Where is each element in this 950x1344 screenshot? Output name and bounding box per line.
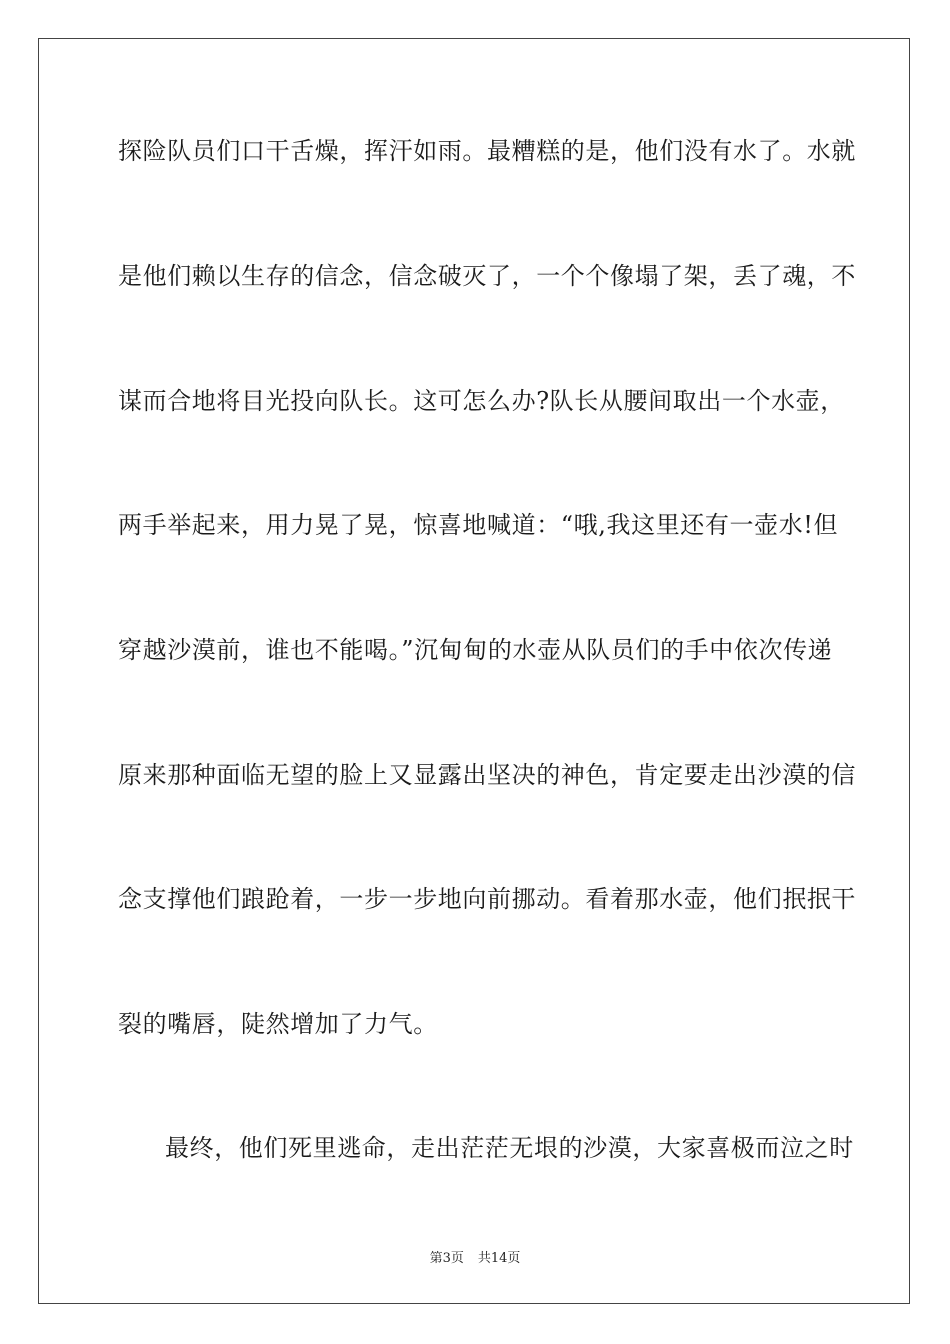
- text-line: 两手举起来，用力晃了晃，惊喜地喊道：“哦,我这里还有一壶水!但: [118, 511, 839, 539]
- page-border: [38, 38, 910, 1304]
- page-number: 第3页: [429, 1251, 464, 1266]
- text-line: 原来那种面临无望的脸上又显露出坚决的神色，肯定要走出沙漠的信: [118, 761, 856, 789]
- text-line: 探险队员们口干舌燥，挥汗如雨。最糟糕的是，他们没有水了。水就: [118, 137, 856, 165]
- page-footer: [0, 1247, 950, 1266]
- total-pages: 共14页: [477, 1251, 521, 1266]
- paragraph-first-line: 最终，他们死里逃命，走出茫茫无垠的沙漠，大家喜极而泣之时: [165, 1134, 854, 1162]
- text-line: 是他们赖以生存的信念，信念破灭了，一个个像塌了架，丢了魂，不: [118, 262, 856, 290]
- text-line: 裂的嘴唇，陡然增加了力气。: [118, 1010, 438, 1038]
- text-line: 念支撑他们踉跄着，一步一步地向前挪动。看着那水壶，他们抿抿干: [118, 885, 856, 913]
- text-line: 穿越沙漠前，谁也不能喝。”沉甸甸的水壶从队员们的手中依次传递: [118, 636, 833, 664]
- text-line: 谋而合地将目光投向队长。这可怎么办?队长从腰间取出一个水壶，: [118, 387, 845, 415]
